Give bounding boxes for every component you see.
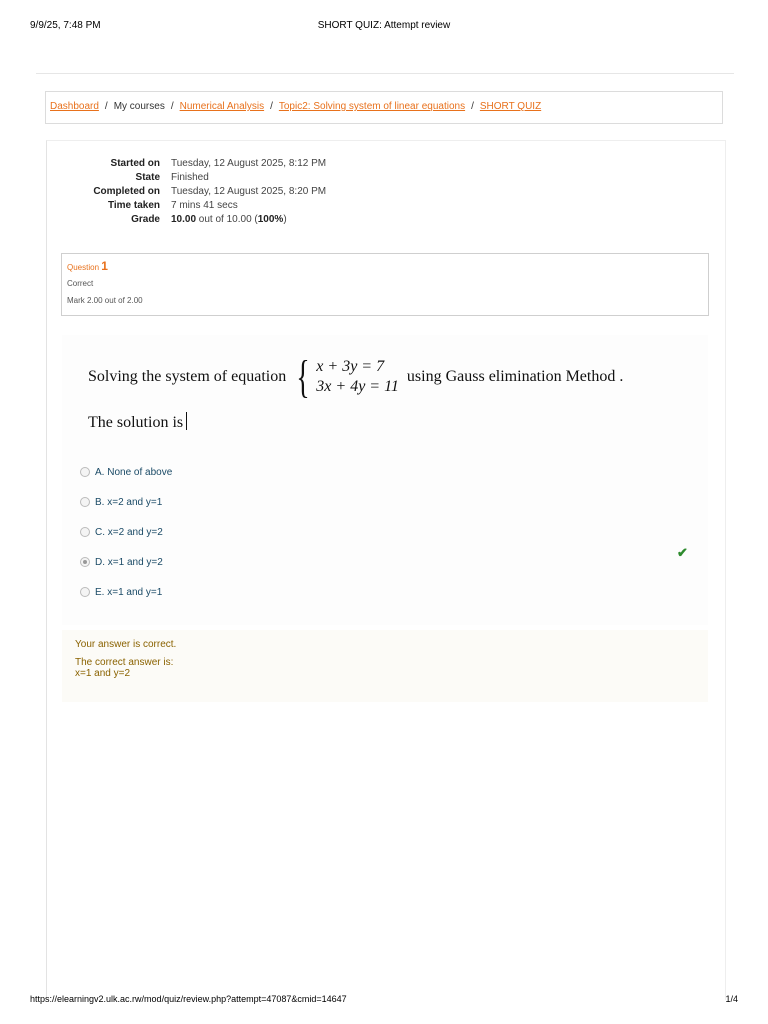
- summary-row-state: [60, 171, 326, 185]
- left-brace-symbol: {: [296, 351, 310, 402]
- correct-answer-label: The correct answer is:: [75, 657, 174, 668]
- equation-system: [316, 357, 399, 397]
- question-info: [61, 253, 709, 316]
- text-cursor: [186, 412, 187, 430]
- question-mark: Mark 2.00 out of 2.00: [67, 296, 143, 305]
- time-taken-label: Time taken: [107, 200, 160, 211]
- question-line-2: [88, 412, 623, 432]
- started-value: Tuesday, 12 August 2025, 8:12 PM: [171, 158, 327, 169]
- question-number-value: 1: [101, 259, 108, 273]
- breadcrumb-separator: /: [270, 101, 273, 112]
- breadcrumb-my-courses: My courses: [113, 101, 165, 112]
- started-label: Started on: [110, 158, 160, 169]
- radio-button[interactable]: [80, 527, 90, 537]
- summary-row-completed: [60, 185, 326, 199]
- breadcrumb-course-link[interactable]: Numerical Analysis: [179, 101, 265, 112]
- breadcrumb-separator: /: [104, 101, 108, 112]
- question-state: Correct: [67, 279, 94, 288]
- grade-close: ): [283, 214, 287, 225]
- option-label: B. x=2 and y=1: [95, 496, 163, 508]
- breadcrumb-separator: /: [170, 101, 174, 112]
- print-page-number: 1/4: [725, 994, 738, 1004]
- option-label: E. x=1 and y=1: [95, 586, 163, 598]
- breadcrumb-dashboard-link[interactable]: Dashboard: [50, 101, 99, 112]
- summary-row-time: [60, 199, 326, 213]
- completed-label: Completed on: [93, 186, 160, 197]
- grade-percent: 100%: [257, 214, 284, 225]
- question-line-1: [88, 352, 623, 402]
- question-label: Question: [67, 263, 100, 272]
- option-b[interactable]: [80, 487, 172, 517]
- summary-row-started: [60, 157, 326, 171]
- grade-label: Grade: [131, 214, 160, 225]
- print-title: SHORT QUIZ: Attempt review: [317, 20, 451, 31]
- print-url: https://elearningv2.ulk.ac.rw/mod/quiz/review.php?attempt=47087&cmid=14647: [30, 994, 347, 1004]
- breadcrumb-separator: /: [471, 101, 474, 112]
- radio-button-selected[interactable]: [80, 557, 90, 567]
- time-taken-value: 7 mins 41 secs: [171, 200, 238, 211]
- breadcrumb: [45, 91, 723, 124]
- grade-value: [165, 213, 326, 227]
- summary-table: [60, 157, 326, 227]
- attempt-summary: [60, 157, 326, 227]
- state-label: State: [135, 172, 160, 183]
- option-c[interactable]: [80, 517, 172, 547]
- question-text-line2: The solution is: [88, 414, 184, 431]
- print-datetime: 9/9/25, 7:48 PM: [30, 20, 101, 31]
- option-a[interactable]: [80, 457, 172, 487]
- question-number: [67, 259, 703, 273]
- summary-row-grade: [60, 213, 326, 227]
- correct-check-icon: ✔: [677, 545, 688, 560]
- option-d[interactable]: [80, 547, 172, 577]
- grade-outof: out of 10.00 (: [196, 214, 258, 225]
- option-label: D. x=1 and y=2: [95, 556, 163, 568]
- option-e[interactable]: [80, 577, 172, 607]
- breadcrumb-quiz-link[interactable]: SHORT QUIZ: [479, 101, 542, 112]
- radio-button[interactable]: [80, 497, 90, 507]
- question-text-after: using Gauss elimination Method .: [406, 368, 624, 385]
- radio-button[interactable]: [80, 587, 90, 597]
- answer-options: [80, 457, 172, 607]
- breadcrumb-topic-link[interactable]: Topic2: Solving system of linear equations: [278, 101, 466, 112]
- completed-value: Tuesday, 12 August 2025, 8:20 PM: [171, 186, 327, 197]
- correct-answer-value: x=1 and y=2: [75, 668, 131, 679]
- question-text: [88, 352, 623, 432]
- option-label: C. x=2 and y=2: [95, 526, 163, 538]
- feedback-result: Your answer is correct.: [75, 639, 177, 650]
- header-divider: [36, 73, 734, 74]
- question-text-before: Solving the system of equation: [88, 368, 287, 385]
- feedback-box: [62, 630, 708, 702]
- radio-button[interactable]: [80, 467, 90, 477]
- equation-2: 3x + 4y = 11: [316, 378, 399, 395]
- option-label: A. None of above: [95, 466, 173, 478]
- equation-1: x + 3y = 7: [316, 358, 385, 375]
- state-value: Finished: [171, 172, 209, 183]
- grade-score: 10.00: [171, 214, 197, 225]
